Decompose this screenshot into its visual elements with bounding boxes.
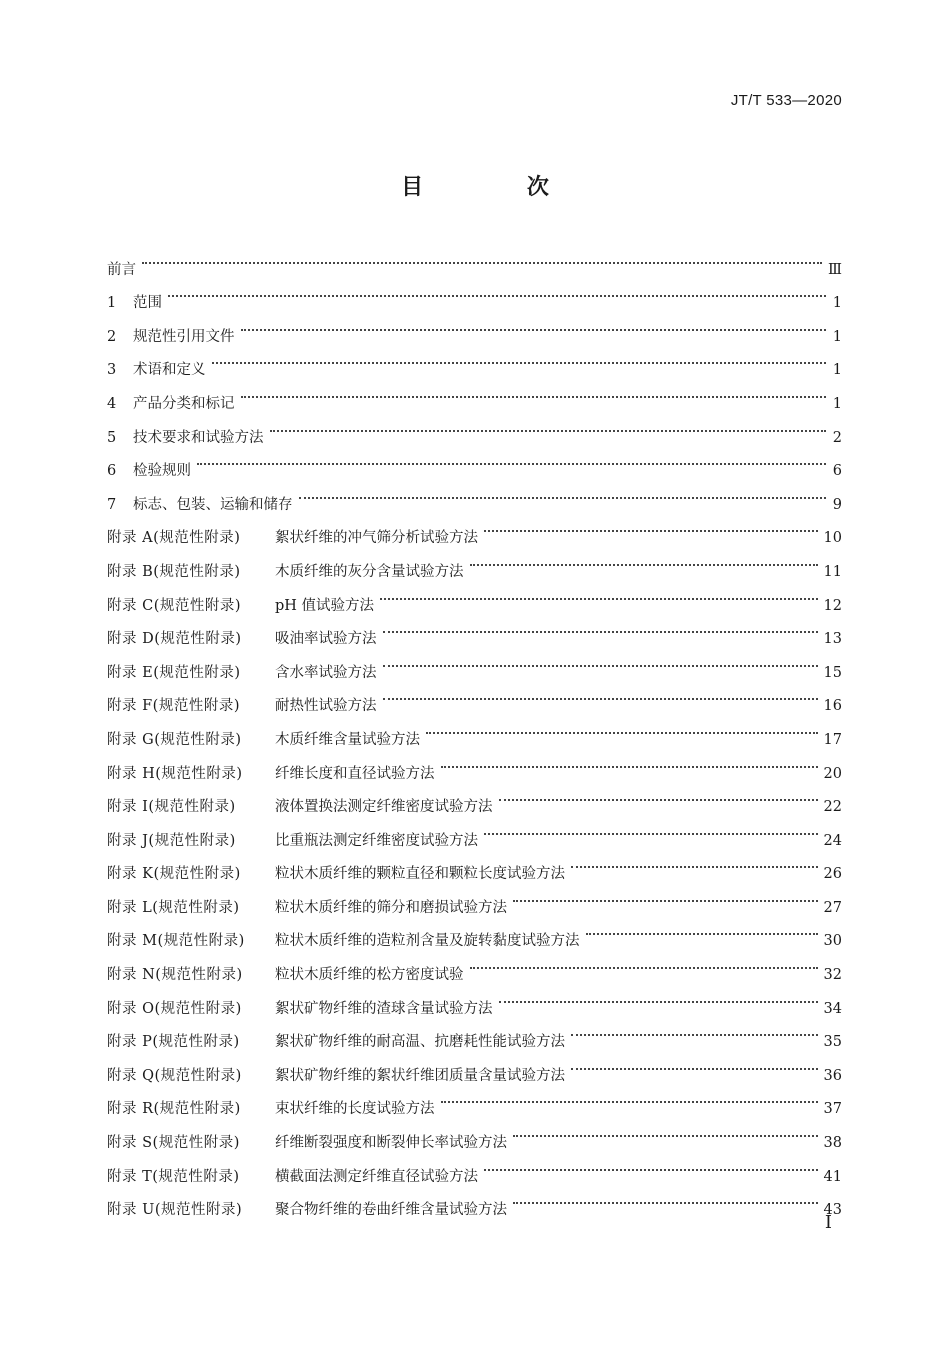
toc-appendix-id: 附录 K(规范性附录)	[107, 866, 241, 883]
toc-appendix-id: 附录 A(规范性附录)	[107, 530, 241, 547]
toc-page-number: 30	[823, 933, 842, 950]
toc-page-number: 17	[823, 731, 842, 748]
toc-entry-title: 检验规则	[133, 463, 191, 480]
toc-page-number: 43	[823, 1202, 842, 1219]
toc-leader-dots	[299, 475, 827, 509]
toc-page-number: 41	[823, 1168, 842, 1185]
toc-leader-dots	[499, 979, 818, 1013]
toc-leader-dots	[383, 610, 818, 644]
toc-page-number: 26	[823, 866, 842, 883]
toc-leader-dots	[142, 240, 822, 274]
toc-entry[interactable]	[107, 442, 842, 480]
toc-leader-dots	[571, 845, 818, 879]
table-of-contents	[107, 240, 842, 1219]
page-title: 目 次	[401, 175, 597, 200]
toc-entry-title: 技术要求和试验方法	[133, 429, 264, 446]
toc-leader-dots	[571, 1013, 818, 1047]
toc-section-number: 5	[107, 429, 117, 446]
toc-entry[interactable]	[107, 307, 842, 345]
toc-entry[interactable]	[107, 475, 842, 513]
toc-entry-title: 粒状木质纤维的筛分和磨损试验方法	[275, 899, 507, 916]
toc-leader-dots	[513, 1113, 818, 1147]
toc-appendix-id: 附录 O(规范性附录)	[107, 1000, 242, 1017]
toc-appendix-id: 附录 E(规范性附录)	[107, 664, 241, 681]
toc-page-number: 35	[823, 1034, 842, 1051]
toc-entry-title: 产品分类和标记	[133, 395, 235, 412]
toc-entry-title: 含水率试验方法	[275, 664, 377, 681]
toc-appendix-id: 附录 G(规范性附录)	[107, 731, 242, 748]
toc-entry-title: 粒状木质纤维的松方密度试验	[275, 967, 464, 984]
toc-leader-dots	[499, 778, 818, 812]
toc-leader-dots	[241, 307, 827, 341]
toc-leader-dots	[513, 1181, 818, 1215]
toc-section-number: 6	[107, 463, 117, 480]
toc-entry-title: 絮状矿物纤维的渣球含量试验方法	[275, 1000, 493, 1017]
toc-entry-title: 横截面法测定纤维直径试验方法	[275, 1168, 478, 1185]
document-code: JT/T 533—2020	[730, 92, 842, 109]
toc-appendix-id: 附录 Q(规范性附录)	[107, 1067, 242, 1084]
toc-entry-title: 标志、包装、运输和储存	[133, 496, 293, 513]
toc-leader-dots	[484, 811, 818, 845]
toc-page-number: 37	[823, 1101, 842, 1118]
toc-entry-title: 规范性引用文件	[133, 328, 235, 345]
toc-appendix-id: 附录 N(规范性附录)	[107, 967, 243, 984]
toc-page-number: 16	[823, 698, 842, 715]
toc-section-number: 2	[107, 328, 117, 345]
toc-leader-dots	[168, 274, 826, 308]
toc-appendix-id: 附录 P(规范性附录)	[107, 1034, 240, 1051]
toc-page-number: 24	[823, 832, 842, 849]
toc-appendix-id: 附录 B(规范性附录)	[107, 563, 241, 580]
toc-section-number: 7	[107, 496, 117, 513]
toc-appendix-id: 附录 H(规范性附录)	[107, 765, 243, 782]
toc-entry-title: 絮状矿物纤维的絮状纤维团质量含量试验方法	[275, 1067, 565, 1084]
toc-page-number: 1	[832, 395, 842, 412]
toc-page-number: 22	[823, 799, 842, 816]
toc-page-number: 1	[832, 362, 842, 379]
toc-entry-title: 粒状木质纤维的颗粒直径和颗粒长度试验方法	[275, 866, 565, 883]
toc-entry[interactable]	[107, 240, 842, 278]
toc-entry[interactable]	[107, 341, 842, 379]
toc-leader-dots	[441, 744, 818, 778]
toc-appendix-id: 附录 M(规范性附录)	[107, 933, 245, 950]
toc-leader-dots	[241, 374, 827, 408]
toc-page-number: 32	[823, 967, 842, 984]
toc-entry-title: 絮状矿物纤维的耐高温、抗磨耗性能试验方法	[275, 1034, 565, 1051]
toc-entry-title: 粒状木质纤维的造粒剂含量及旋转黏度试验方法	[275, 933, 580, 950]
toc-page-number: 36	[823, 1067, 842, 1084]
toc-leader-dots	[571, 1046, 818, 1080]
toc-page-number: 11	[823, 563, 842, 580]
toc-leader-dots	[383, 643, 818, 677]
toc-leader-dots	[513, 878, 818, 912]
toc-entry-title: 前言	[107, 261, 136, 278]
toc-entry-title: 比重瓶法测定纤维密度试验方法	[275, 832, 478, 849]
page-number: Ⅰ	[824, 1212, 832, 1233]
toc-section-number: 1	[107, 295, 117, 312]
toc-entry-title: 纤维断裂强度和断裂伸长率试验方法	[275, 1135, 507, 1152]
toc-entry-title: 纤维长度和直径试验方法	[275, 765, 435, 782]
toc-page-number: 13	[823, 631, 842, 648]
toc-leader-dots	[383, 677, 818, 711]
toc-entry-title: 木质纤维的灰分含量试验方法	[275, 563, 464, 580]
toc-page-number: Ⅲ	[828, 261, 842, 278]
toc-appendix-id: 附录 R(规范性附录)	[107, 1101, 241, 1118]
toc-page-number: 38	[823, 1135, 842, 1152]
toc-leader-dots	[197, 442, 826, 476]
toc-appendix-id: 附录 D(规范性附录)	[107, 631, 242, 648]
toc-page-number: 1	[832, 295, 842, 312]
toc-leader-dots	[484, 1147, 818, 1181]
toc-appendix-id: 附录 S(规范性附录)	[107, 1135, 240, 1152]
toc-appendix-id: 附录 F(规范性附录)	[107, 698, 240, 715]
toc-appendix-id: 附录 L(规范性附录)	[107, 899, 240, 916]
toc-page-number: 10	[823, 530, 842, 547]
toc-leader-dots	[470, 945, 818, 979]
toc-section-number: 4	[107, 395, 117, 412]
toc-leader-dots	[212, 341, 827, 375]
toc-page-number: 2	[832, 429, 842, 446]
toc-leader-dots	[270, 408, 827, 442]
toc-leader-dots	[380, 576, 818, 610]
toc-section-number: 3	[107, 362, 117, 379]
toc-entry-title: 木质纤维含量试验方法	[275, 731, 420, 748]
toc-entry-title: 絮状纤维的冲气筛分析试验方法	[275, 530, 478, 547]
toc-appendix-id: 附录 C(规范性附录)	[107, 597, 242, 614]
toc-appendix-id: 附录 U(规范性附录)	[107, 1202, 243, 1219]
toc-page-number: 1	[832, 328, 842, 345]
toc-leader-dots	[441, 1080, 818, 1114]
toc-leader-dots	[426, 710, 818, 744]
toc-page-number: 15	[823, 664, 842, 681]
toc-appendix-id: 附录 J(规范性附录)	[107, 832, 236, 849]
toc-page-number: 27	[823, 899, 842, 916]
toc-entry-title: 束状纤维的长度试验方法	[275, 1101, 435, 1118]
toc-entry-title: 术语和定义	[133, 362, 206, 379]
toc-leader-dots	[470, 542, 818, 576]
toc-page-number: 9	[832, 496, 842, 513]
toc-entry[interactable]	[107, 274, 842, 312]
toc-entry[interactable]	[107, 374, 842, 412]
toc-page-number: 20	[823, 765, 842, 782]
toc-entry-title: pH 值试验方法	[275, 597, 375, 614]
toc-leader-dots	[586, 912, 818, 946]
toc-entry-title: 范围	[133, 295, 162, 312]
toc-entry-title: 耐热性试验方法	[275, 698, 377, 715]
toc-leader-dots	[484, 509, 818, 543]
toc-entry-title: 吸油率试验方法	[275, 631, 377, 648]
toc-entry-title: 液体置换法测定纤维密度试验方法	[275, 799, 493, 816]
toc-page-number: 6	[832, 463, 842, 480]
toc-appendix-id: 附录 T(规范性附录)	[107, 1168, 240, 1185]
toc-appendix-id: 附录 I(规范性附录)	[107, 799, 236, 816]
toc-page-number: 12	[823, 597, 842, 614]
toc-page-number: 34	[823, 1000, 842, 1017]
toc-entry-title: 聚合物纤维的卷曲纤维含量试验方法	[275, 1202, 507, 1219]
